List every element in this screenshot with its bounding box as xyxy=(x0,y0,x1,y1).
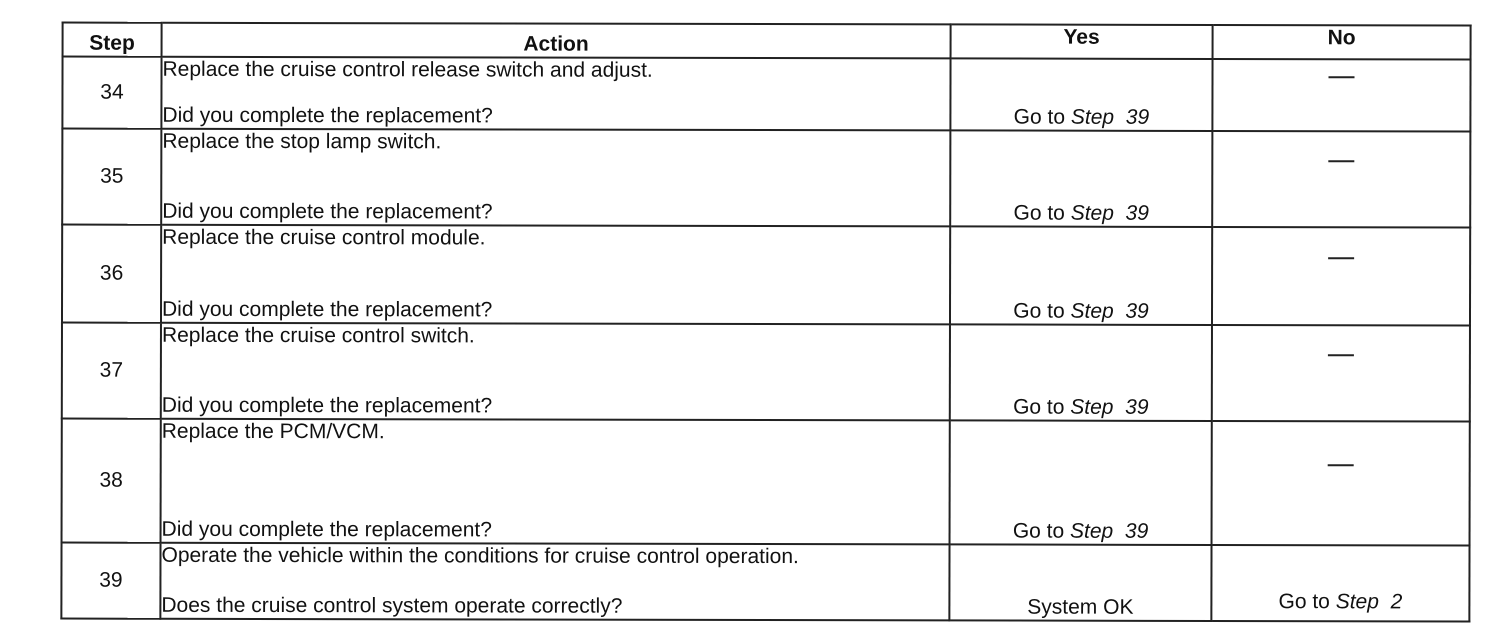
no-cell xyxy=(1212,131,1470,228)
header-action: Action xyxy=(162,23,951,59)
yes-step-reference: Step 39 xyxy=(1070,201,1149,225)
step-number: 34 xyxy=(62,57,161,129)
yes-prefix: Go to xyxy=(1012,519,1071,543)
table-row xyxy=(62,129,1470,228)
action-instruction: Operate the vehicle within the conditions for cruise control operation. xyxy=(161,543,799,569)
yes-step-reference: Step 39 xyxy=(1070,519,1149,543)
no-step-reference: Step 2 xyxy=(1335,590,1403,614)
action-cell xyxy=(161,57,950,131)
action-instruction: Replace the cruise control switch. xyxy=(161,323,475,348)
no-cell xyxy=(1212,421,1470,546)
yes-step-reference: Step 39 xyxy=(1070,105,1150,129)
action-instruction: Replace the cruise control release switch and adjust. xyxy=(162,57,653,82)
table-row xyxy=(62,419,1470,546)
table-row xyxy=(62,57,1470,132)
yes-cell xyxy=(950,226,1212,325)
no-cell xyxy=(1212,325,1470,422)
yes-cell xyxy=(950,130,1212,227)
yes-cell xyxy=(950,420,1212,545)
no-prefix: Go to xyxy=(1278,590,1336,614)
step-number: 38 xyxy=(62,419,161,543)
no-cell xyxy=(1211,545,1469,622)
table-row xyxy=(61,543,1469,622)
action-cell xyxy=(161,129,950,227)
step-number: 37 xyxy=(62,323,161,419)
yes-cell: System OK xyxy=(949,544,1211,621)
no-dash xyxy=(1328,161,1354,163)
action-question: Did you complete the replacement? xyxy=(161,393,493,418)
diagnostic-table xyxy=(60,22,1471,623)
action-question: Did you complete the replacement? xyxy=(161,517,492,542)
yes-step-reference: Step 39 xyxy=(1070,299,1149,323)
action-cell xyxy=(161,225,950,325)
no-cell xyxy=(1212,227,1470,326)
action-cell xyxy=(160,543,949,621)
action-cell xyxy=(161,419,950,545)
no-cell xyxy=(1212,59,1470,132)
action-question: Did you complete the replacement? xyxy=(162,103,493,128)
step-number: 39 xyxy=(61,543,160,619)
no-dash xyxy=(1329,77,1355,79)
yes-cell xyxy=(950,58,1212,131)
header-step: Step xyxy=(63,23,162,57)
table-row xyxy=(62,225,1470,326)
step-number: 35 xyxy=(62,129,161,225)
header-yes: Yes xyxy=(951,24,1213,59)
yes-prefix: Go to xyxy=(1013,201,1071,225)
action-instruction: Replace the PCM/VCM. xyxy=(161,419,385,444)
yes-prefix: Go to xyxy=(1013,395,1071,419)
no-dash xyxy=(1328,465,1354,467)
table-row xyxy=(62,323,1470,422)
action-question: Does the cruise control system operate correctly? xyxy=(161,593,623,618)
action-instruction: Replace the stop lamp switch. xyxy=(162,129,442,154)
no-dash xyxy=(1328,355,1354,357)
table-header-row xyxy=(63,23,1471,60)
yes-step-reference: Step 39 xyxy=(1070,395,1149,419)
action-question: Did you complete the replacement? xyxy=(162,199,493,224)
action-cell xyxy=(161,323,950,421)
step-number: 36 xyxy=(62,225,161,323)
header-no: No xyxy=(1213,25,1471,60)
no-dash xyxy=(1328,258,1354,260)
yes-cell xyxy=(950,324,1212,421)
yes-prefix: Go to xyxy=(1013,105,1071,129)
action-question: Did you complete the replacement? xyxy=(161,297,493,322)
yes-prefix: Go to xyxy=(1013,299,1071,323)
action-instruction: Replace the cruise control module. xyxy=(162,225,486,250)
